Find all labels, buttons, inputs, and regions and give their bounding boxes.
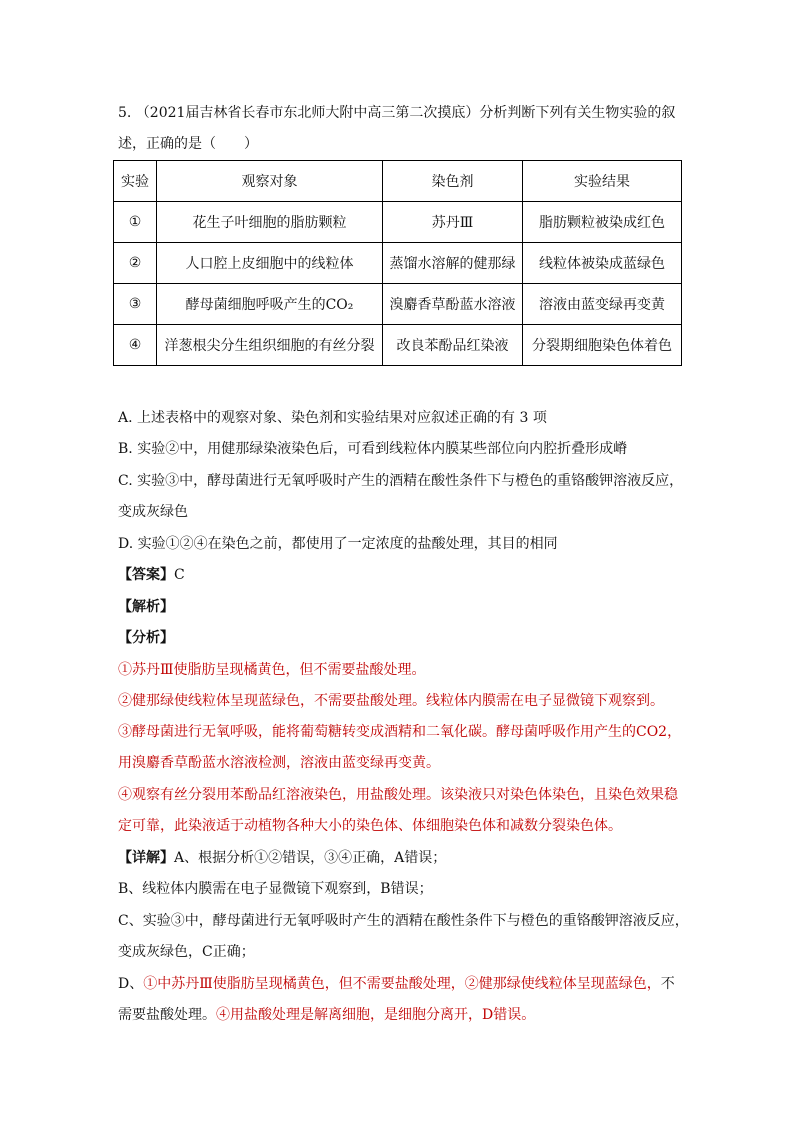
table-cell: ② <box>114 243 157 284</box>
detail-text-red: ①中苏丹Ⅲ使脂肪呈现橘黄色，但不需要盐酸处理，②健那绿使线粒体呈现蓝绿色， <box>143 976 661 992</box>
table-row <box>114 202 682 243</box>
option-c-line-1: C. 实验③中，酵母菌进行无氧呼吸时产生的酒精在酸性条件下与橙色的重铬酸钾溶液反应， <box>118 473 684 489</box>
table-cell: 线粒体被染成蓝绿色 <box>523 243 682 284</box>
detail-line-2: B、线粒体内膜需在电子显微镜下观察到，B错误； <box>118 881 433 897</box>
header-cell: 染色剂 <box>383 161 523 202</box>
detail-text: A、根据分析①②错误，③④正确，A错误； <box>174 850 447 866</box>
header-cell: 观察对象 <box>157 161 383 202</box>
detail-line-5 <box>118 974 688 994</box>
analysis-line: ①苏丹Ⅲ使脂肪呈现橘黄色，但不需要盐酸处理。 <box>118 662 426 678</box>
detail-text-red: ④用盐酸处理是解离细胞，是细胞分离开，D错误。 <box>216 1007 536 1023</box>
option-d: D. 实验①②④在染色之前，都使用了一定浓度的盐酸处理，其目的相同 <box>118 536 558 552</box>
detail-text: 不 <box>660 976 675 992</box>
table-cell: 分裂期细胞染色体着色 <box>523 325 682 366</box>
detail-text: 需要盐酸处理。 <box>118 1007 216 1023</box>
option-c-line-2: 变成灰绿色 <box>118 504 188 520</box>
option-a: A. 上述表格中的观察对象、染色剂和实验结果对应叙述正确的有 3 项 <box>118 410 547 426</box>
detail-text: D、 <box>118 976 144 992</box>
detail-line-4: 变成灰绿色，C正确； <box>118 944 255 960</box>
header-cell: 实验结果 <box>523 161 682 202</box>
table-cell: 花生子叶细胞的脂肪颗粒 <box>157 202 383 243</box>
analysis-line: ④观察有丝分裂用苯酚品红溶液染色，用盐酸处理。该染液只对染色体染色，且染色效果稳 <box>118 787 678 803</box>
question-stem <box>118 98 686 160</box>
table-cell: 人口腔上皮细胞中的线粒体 <box>157 243 383 284</box>
detail-line-6 <box>118 1005 688 1025</box>
answer-label: 【答案】 <box>118 567 174 583</box>
table-cell: 酵母菌细胞呼吸产生的CO₂ <box>157 284 383 325</box>
table-cell: ④ <box>114 325 157 366</box>
table-row <box>114 325 682 366</box>
table-row <box>114 243 682 284</box>
table-cell: 改良苯酚品红染液 <box>383 325 523 366</box>
analysis-heading: 【解析】 <box>118 599 174 615</box>
question-line-2: 述，正确的是（ ） <box>118 136 258 152</box>
question-line-1: 5. （2021届吉林省长春市东北师大附中高三第二次摸底）分析判断下列有关生物实验的叙 <box>118 105 676 121</box>
table-cell: 溶液由蓝变绿再变黄 <box>523 284 682 325</box>
table-cell: 蒸馏水溶解的健那绿 <box>383 243 523 284</box>
detail-line-3: C、实验③中，酵母菌进行无氧呼吸时产生的酒精在酸性条件下与橙色的重铬酸钾溶液反应， <box>118 913 689 929</box>
table-cell: ① <box>114 202 157 243</box>
table-row <box>114 284 682 325</box>
analysis-line: 定可靠，此染液适于动植物各种大小的染色体、体细胞染色体和减数分裂染色体。 <box>118 818 622 834</box>
analysis-line: ③酵母菌进行无氧呼吸，能将葡萄糖转变成酒精和二氧化碳。酵母菌呼吸作用产生的CO2， <box>118 724 682 740</box>
table-cell: ③ <box>114 284 157 325</box>
detail-label: 【详解】 <box>118 850 174 866</box>
option-b: B. 实验②中，用健那绿染液染色后，可看到线粒体内膜某些部位向内腔折叠形成嵴 <box>118 441 628 457</box>
table-cell: 溴麝香草酚蓝水溶液 <box>383 284 523 325</box>
header-cell: 实验 <box>114 161 157 202</box>
fenxi-heading: 【分析】 <box>118 630 174 646</box>
table-header-row <box>114 161 682 202</box>
experiment-table <box>113 160 682 366</box>
detail-line-1 <box>118 848 688 868</box>
answer-line <box>118 565 688 585</box>
table-cell: 苏丹Ⅲ <box>383 202 523 243</box>
table-cell: 洋葱根尖分生组织细胞的有丝分裂 <box>157 325 383 366</box>
table-cell: 脂肪颗粒被染成红色 <box>523 202 682 243</box>
analysis-line: ②健那绿使线粒体呈现蓝绿色，不需要盐酸处理。线粒体内膜需在电子显微镜下观察到。 <box>118 693 664 709</box>
answer-value: C <box>174 567 185 583</box>
analysis-line: 用溴麝香草酚蓝水溶液检测，溶液由蓝变绿再变黄。 <box>118 755 440 771</box>
